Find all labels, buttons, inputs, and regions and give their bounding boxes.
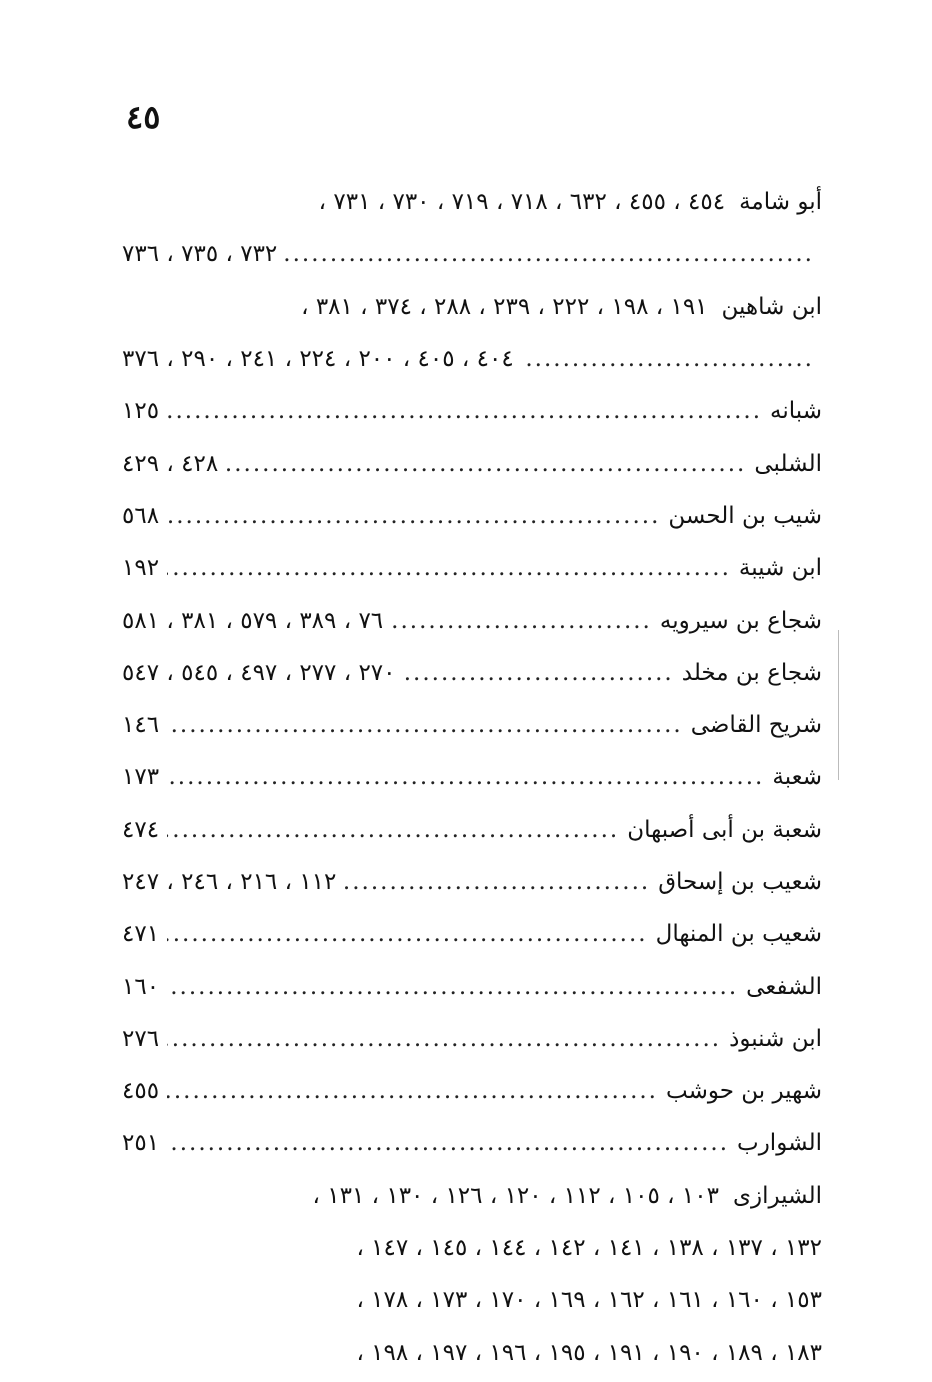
dot-leader — [167, 1078, 658, 1104]
entry-name: أبو شامة — [739, 189, 822, 216]
entry-name: شريح القاضى — [690, 712, 822, 739]
entry-pages: ٢٧٦ — [122, 1025, 160, 1052]
entry-pages: ٤٠٤ ، ٤٠٥ ، ٢٠٠ ، ٢٢٤ ، ٢٤١ ، ٢٩٠ ، ٣٧٦ — [122, 346, 514, 373]
index-line — [122, 856, 822, 908]
dot-leader — [344, 869, 650, 895]
entry-name: شهير بن حوشب — [666, 1078, 822, 1105]
entry-pages: ١٩١ ، ١٩٨ ، ٢٢٢ ، ٢٣٩ ، ٢٨٨ ، ٣٧٤ ، ٣٨١ ، — [301, 293, 708, 320]
index-line — [122, 1013, 822, 1065]
entry-pages: ١٤٦ — [122, 712, 160, 739]
entry-name: الشلبى — [754, 450, 822, 477]
entry-pages: ٥٦٨ — [122, 502, 160, 529]
index-line — [122, 804, 822, 856]
dot-leader — [167, 398, 762, 424]
index-line — [122, 1327, 822, 1379]
entry-name: شبانه — [770, 398, 822, 425]
index-line — [122, 908, 822, 960]
entry-pages: ١١٢ ، ٢١٦ ، ٢٤٦ ، ٢٤٧ — [122, 869, 337, 895]
index-line — [122, 699, 822, 751]
index-line — [122, 647, 822, 699]
index-line — [122, 1065, 822, 1117]
entry-pages: ٤٥٥ — [122, 1078, 160, 1105]
entry-pages: ٤٥٤ ، ٤٥٥ ، ٦٣٢ ، ٧١٨ ، ٧١٩ ، ٧٣٠ ، ٧٣١ ، — [318, 189, 726, 216]
entry-pages: ٢٧٠ ، ٢٧٧ ، ٤٩٧ ، ٥٤٥ ، ٥٤٧ — [122, 659, 396, 686]
dot-leader — [404, 660, 674, 686]
index-line — [122, 1274, 822, 1326]
dot-leader — [167, 1130, 729, 1156]
dot-leader — [167, 712, 683, 738]
dot-leader — [285, 241, 814, 267]
entry-pages: ٧٣٢ ، ٧٣٥ ، ٧٣٦ — [122, 241, 278, 268]
entry-pages: ٧٦ ، ٣٨٩ ، ٥٧٩ ، ٣٨١ ، ٥٨١ — [122, 607, 384, 634]
entry-pages: ٤٧١ — [122, 921, 160, 948]
entry-pages: ١٣٢ ، ١٣٧ ، ١٣٨ ، ١٤١ ، ١٤٢ ، ١٤٤ ، ١٤٥ ، ١٤٧ ، — [356, 1235, 822, 1262]
dot-leader — [167, 555, 731, 581]
entry-pages: ١٦٠ — [122, 973, 160, 1000]
index-line — [122, 960, 822, 1012]
page-number: ٤٥ — [126, 98, 161, 136]
entry-name: ابن شنبوذ — [729, 1025, 822, 1052]
entry-pages: ١٩٢ — [122, 555, 160, 582]
entry-pages: ١٨٣ ، ١٨٩ ، ١٩٠ ، ١٩١ ، ١٩٥ ، ١٩٦ ، ١٩٧ ، ١٩٨ ، — [356, 1339, 822, 1366]
dot-leader — [167, 974, 738, 1000]
entry-name: شيب بن الحسن — [668, 502, 822, 529]
dot-leader — [167, 764, 764, 790]
index-line — [122, 228, 822, 280]
dot-leader — [167, 1026, 721, 1052]
entry-name: شجاع بن مخلد — [681, 659, 822, 686]
index-line — [122, 751, 822, 803]
dot-leader — [167, 503, 660, 529]
index-line — [122, 437, 822, 489]
dot-leader — [226, 451, 746, 477]
index-line — [122, 333, 822, 385]
index-line — [122, 176, 822, 228]
entry-name: شعبة بن أبى أصبهان — [627, 816, 822, 843]
entry-pages: ٢٥١ — [122, 1130, 160, 1157]
entry-name: شجاع بن سيرويه — [659, 607, 822, 634]
entry-pages: ٤٢٨ ، ٤٢٩ — [122, 450, 219, 477]
index-line — [122, 1117, 822, 1169]
dot-leader — [167, 921, 648, 947]
index-line — [122, 1222, 822, 1274]
index-line — [122, 594, 822, 646]
index-line — [122, 542, 822, 594]
dot-leader — [391, 608, 652, 634]
page-edge-mark — [828, 630, 839, 780]
entry-pages: ١٧٣ — [122, 764, 160, 791]
entry-name: ابن شاهين — [721, 293, 822, 320]
entry-pages: ٤٧٤ — [122, 816, 160, 843]
entry-name: شعيب بن إسحاق — [658, 869, 822, 895]
index-line — [122, 490, 822, 542]
entry-name: الشيرازى — [732, 1182, 822, 1209]
index-line — [122, 385, 822, 437]
index-entries — [122, 176, 822, 1379]
index-line — [122, 281, 822, 333]
dot-leader — [522, 346, 814, 372]
entry-pages: ١٥٣ ، ١٦٠ ، ١٦١ ، ١٦٢ ، ١٦٩ ، ١٧٠ ، ١٧٣ ، ١٧٨ ، — [356, 1287, 822, 1314]
entry-pages: ١٠٣ ، ١٠٥ ، ١١٢ ، ١٢٠ ، ١٢٦ ، ١٣٠ ، ١٣١ ، — [312, 1182, 719, 1209]
index-line — [122, 1170, 822, 1222]
entry-pages: ١٢٥ — [122, 398, 160, 425]
entry-name: ابن شيبة — [738, 555, 822, 582]
dot-leader — [167, 817, 619, 843]
entry-name: الشفعى — [746, 973, 822, 1000]
entry-name: الشوارب — [737, 1130, 822, 1157]
entry-name: شعبة — [772, 764, 822, 791]
entry-name: شعيب بن المنهال — [655, 921, 822, 948]
